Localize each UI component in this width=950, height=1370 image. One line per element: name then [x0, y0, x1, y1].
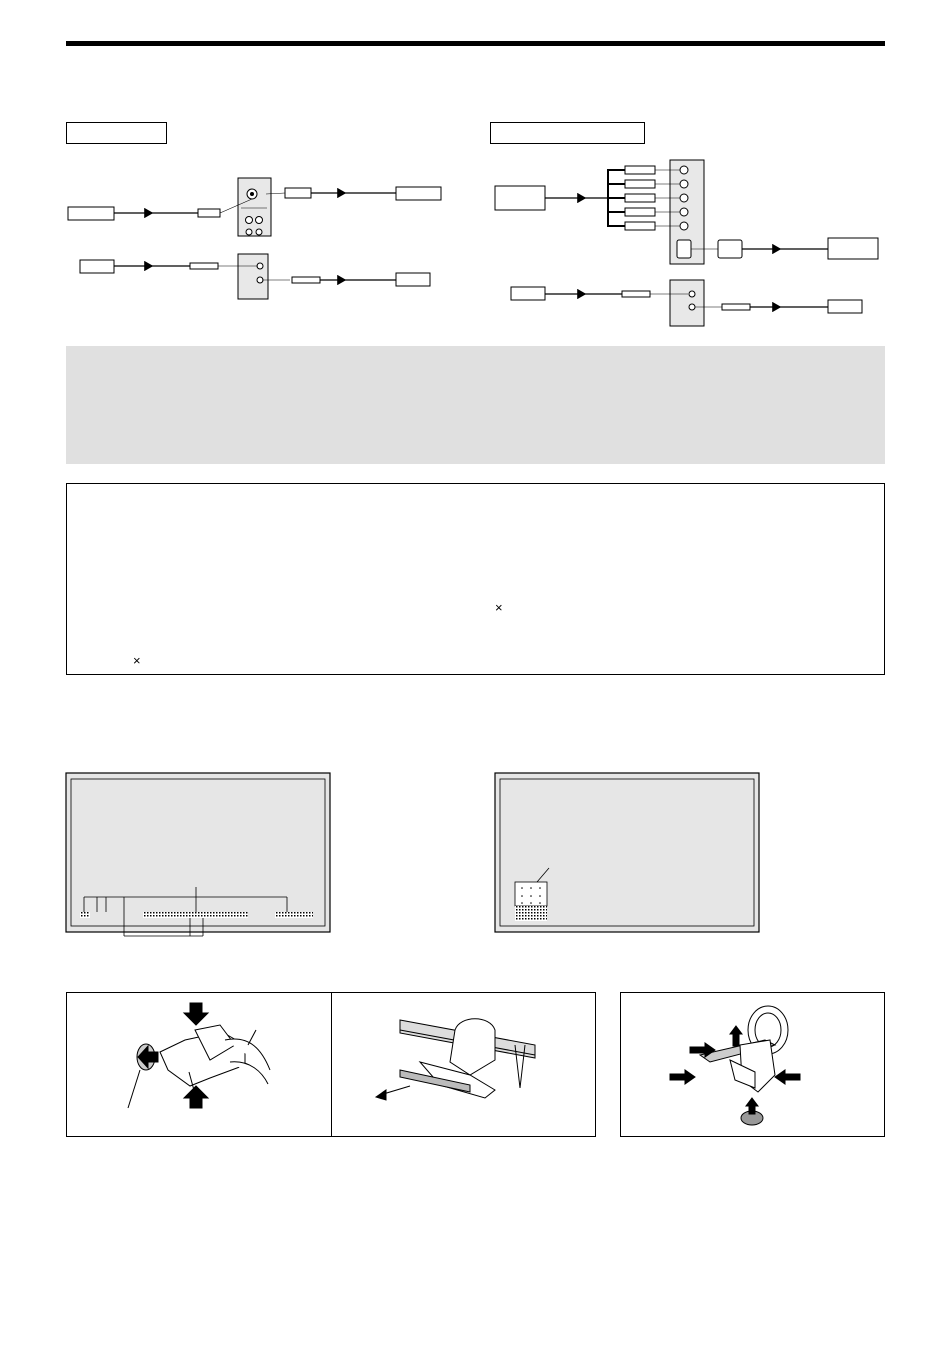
clamp-attach-illustration: [128, 1003, 270, 1108]
times-symbol-2: ×: [133, 653, 141, 668]
clamp-release-illustration: [376, 1019, 535, 1100]
cable-tie-release-illustration: [670, 1006, 800, 1125]
times-symbol-1: ×: [495, 600, 503, 615]
